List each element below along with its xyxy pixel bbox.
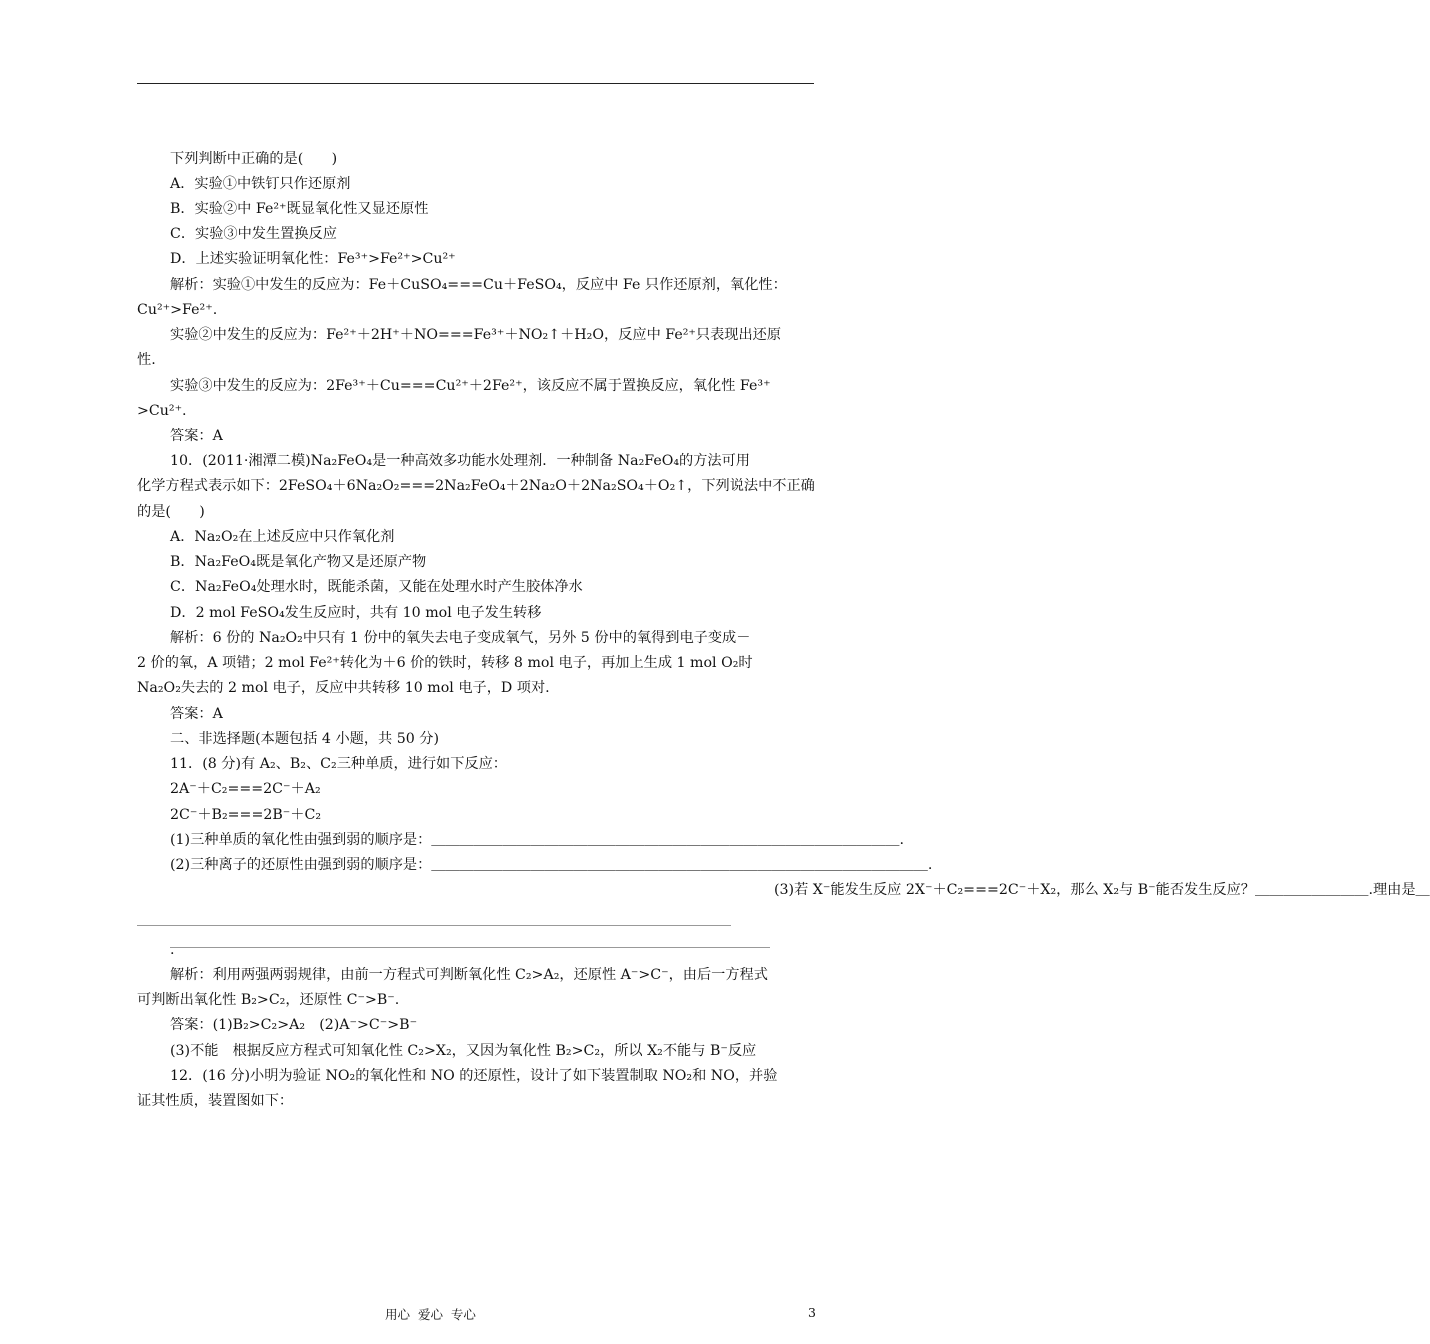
text-line: . [170,942,175,958]
text-line: 解析：实验①中发生的反应为：Fe＋CuSO₄===Cu＋FeSO₄，反应中 Fe 只作还原剂，氧化性： [170,277,787,293]
text-line: 答案：A [170,706,223,722]
page-footer: 用心 爱心 专心 [385,1307,476,1322]
text-line: 10．(2011·湘潭二模)Na₂FeO₄是一种高效多功能水处理剂．一种制备 Na₂FeO₄的方法可用 [170,453,750,469]
text-line: 12．(16 分)小明为验证 NO₂的氧化性和 NO 的还原性，设计了如下装置制取 NO₂和 NO，并验 [170,1068,778,1084]
text-line: D．上述实验证明氧化性：Fe³⁺>Fe²⁺>Cu²⁺ [170,251,456,267]
answer-blank-line [170,947,770,948]
text-line: (1)三种单质的氧化性由强到弱的顺序是：＿＿＿＿＿＿＿＿＿＿＿＿＿＿＿＿＿＿＿＿＿＿＿＿＿＿＿＿＿＿＿＿＿. [170,832,904,848]
text-line: C．Na₂FeO₄处理水时，既能杀菌，又能在处理水时产生胶体净水 [170,579,583,595]
text-line: 的是( ) [137,504,205,520]
text-line: Na₂O₂失去的 2 mol 电子，反应中共转移 10 mol 电子，D 项对. [137,680,550,696]
text-line: 二、非选择题(本题包括 4 小题，共 50 分) [170,731,440,747]
text-line: 性. [137,352,156,368]
text-line: C．实验③中发生置换反应 [170,226,337,242]
text-line: 实验②中发生的反应为：Fe²⁺＋2H⁺＋NO===Fe³⁺＋NO₂↑＋H₂O，反应中 Fe²⁺只表现出还原 [170,327,782,343]
text-line: 实验③中发生的反应为：2Fe³⁺＋Cu===Cu²⁺＋2Fe²⁺，该反应不属于置换反应，氧化性 Fe³⁺ [170,378,771,394]
text-line: 解析：6 份的 Na₂O₂中只有 1 份中的氧失去电子变成氧气，另外 5 份中的氧得到电子变成－ [170,630,751,646]
text-line: >Cu²⁺. [137,403,187,419]
text-line: 2C⁻＋B₂===2B⁻＋C₂ [170,807,322,823]
text-line: 下列判断中正确的是( ) [170,151,338,167]
text-line: D．2 mol FeSO₄发生反应时，共有 10 mol 电子发生转移 [170,605,542,621]
page-number: 3 [808,1305,816,1320]
text-line: B．实验②中 Fe²⁺既显氧化性又显还原性 [170,201,429,217]
text-line: 2 价的氧，A 项错；2 mol Fe²⁺转化为＋6 价的铁时，转移 8 mol 电子，再加上生成 1 mol O₂时 [137,655,753,671]
text-line: 化学方程式表示如下：2FeSO₄＋6Na₂O₂===2Na₂FeO₄＋2Na₂O＋2Na₂SO₄＋O₂↑，下列说法中不正确 [137,478,815,494]
text-line: (2)三种离子的还原性由强到弱的顺序是：＿＿＿＿＿＿＿＿＿＿＿＿＿＿＿＿＿＿＿＿＿＿＿＿＿＿＿＿＿＿＿＿＿＿＿. [170,857,933,873]
text-line: 证其性质，装置图如下： [137,1093,294,1109]
text-line: 答案：A [170,428,223,444]
text-line: A．实验①中铁钉只作还原剂 [170,176,351,192]
text-line: 答案：(1)B₂>C₂>A₂ (2)A⁻>C⁻>B⁻ [170,1017,418,1033]
answer-blank-line [137,925,731,926]
text-line: 11．(8 分)有 A₂、B₂、C₂三种单质，进行如下反应： [170,756,507,772]
text-line: 2A⁻＋C₂===2C⁻＋A₂ [170,781,321,797]
text-line: B．Na₂FeO₄既是氧化产物又是还原产物 [170,554,427,570]
text-line: A．Na₂O₂在上述反应中只作氧化剂 [170,529,395,545]
header-rule [137,83,814,84]
text-line: (3)若 X⁻能发生反应 2X⁻＋C₂===2C⁻＋X₂，那么 X₂与 B⁻能否发生反应？＿＿＿＿＿＿＿＿.理由是＿ [774,882,1430,898]
text-line: (3)不能 根据反应方程式可知氧化性 C₂>X₂，又因为氧化性 B₂>C₂，所以 X₂不能与 B⁻反应 [170,1043,757,1059]
text-line: 可判断出氧化性 B₂>C₂，还原性 C⁻>B⁻. [137,992,400,1008]
text-line: 解析：利用两强两弱规律，由前一方程式可判断氧化性 C₂>A₂，还原性 A⁻>C⁻，由后一方程式 [170,967,768,983]
text-line: Cu²⁺>Fe²⁺. [137,302,218,318]
